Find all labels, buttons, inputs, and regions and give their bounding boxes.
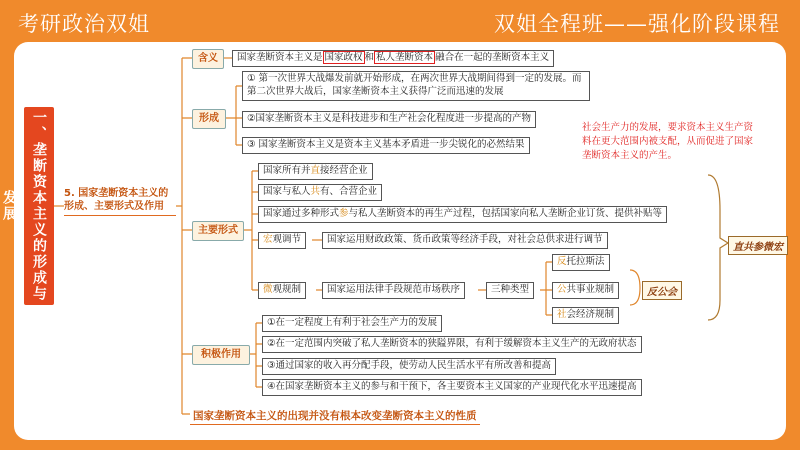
type-3-key: 社 [557,309,567,320]
form-1-a: 国家所有并 [263,165,311,176]
zhuyao-label: 主要形式 [192,221,244,241]
xingcheng-item-2: ②国家垄断资本主义是科技进步和生产社会化程度进一步提高的产物 [242,111,536,128]
effect-item-2: ②在一定范围内突破了私人垄断资本的狭隘界限，有利于缓解资本主义生产的无政府状态 [262,336,642,353]
mnemonic-fangonghui: 反公会 [642,281,682,300]
brand-title: 考研政治双姐 [18,12,150,36]
form-item-3 [258,206,667,223]
form-2-key: 共 [310,186,321,197]
mnemonic-forms: 直共参微宏 [728,236,788,255]
macro-regulation [258,232,306,249]
hanyi-text [232,50,554,67]
form-item-2 [258,184,382,201]
macro-b: 观调节 [272,234,302,245]
form-3-b: 与私人垄断资本的再生产过程，包括国家向私人垄断企业订货、提供补贴等 [348,208,663,219]
header-bar [0,0,800,40]
type-1-b: 托拉斯法 [566,256,605,267]
type-3-b: 会经济规制 [566,309,615,320]
three-types: 三种类型 [486,282,534,299]
form-1-key: 直 [310,165,321,176]
micro-b: 观规制 [272,284,302,295]
xingcheng-item-1: ① 第一次世界大战爆发前就开始形成，在两次世界大战期间得到一定的发展。而第二次世界大战后，国家垄断资本主义获得广泛而迅速的发展 [242,71,590,101]
xingcheng-item-3: ③ 国家垄断资本主义是资本主义基本矛盾进一步尖锐化的必然结果 [242,137,530,154]
form-2-a: 国家与私人 [263,186,311,197]
type-antitrust [552,254,610,271]
macro-key: 宏 [263,234,273,245]
micro-desc: 国家运用法律手段规范市场秩序 [322,282,465,299]
topic-node: 5. 国家垄断资本主义的形成、主要形式及作用 [64,187,176,216]
jiji-label: 积极作用 [192,345,250,365]
hanyi-label: 含义 [192,49,224,69]
private-monopoly-highlight: 私人垄断资本 [376,52,434,63]
micro-regulation [258,282,306,299]
micro-key: 微 [263,284,273,295]
xingcheng-label: 形成 [192,109,226,129]
hanyi-mid: 和 [364,52,375,63]
hanyi-post: 融合在一起的垄断资本主义 [435,52,550,63]
type-public-utility [552,282,619,299]
type-2-b: 共事业规制 [566,284,615,295]
type-social-economic [552,307,619,324]
annotation-note: 社会生产力的发展，要求资本主义生产资料在更大范围内被支配，从而促进了国家垄断资本主义的产生。 [582,122,754,161]
form-1-b: 接经营企业 [320,165,368,176]
course-title: 双姐全程班——强化阶段课程 [494,12,780,36]
macro-desc: 国家运用财政政策、货币政策等经济手段，对社会总供求进行调节 [322,232,608,249]
form-3-a: 国家通过多种形式 [263,208,340,219]
form-item-1 [258,163,373,180]
type-2-key: 公 [557,284,567,295]
hanyi-pre: 国家垄断资本主义是 [237,52,323,63]
section-title: 一、垄断资本主义的形成与发展 [24,107,54,305]
form-2-b: 有、合营企业 [320,186,378,197]
state-power-highlight: 国家政权 [324,52,363,63]
type-1-key: 反 [557,256,567,267]
effect-item-4: ④在国家垄断资本主义的参与和干预下，各主要资本主义国家的产业现代化水平迅速提高 [262,379,642,396]
form-3-key: 参 [339,208,349,219]
effect-item-3: ③通过国家的收入再分配手段，使劳动人民生活水平有所改善和提高 [262,358,556,375]
effect-item-1: ①在一定程度上有利于社会生产力的发展 [262,315,442,332]
conclusion-text: 国家垄断资本主义的出现并没有根本改变垄断资本主义的性质 [190,407,480,425]
